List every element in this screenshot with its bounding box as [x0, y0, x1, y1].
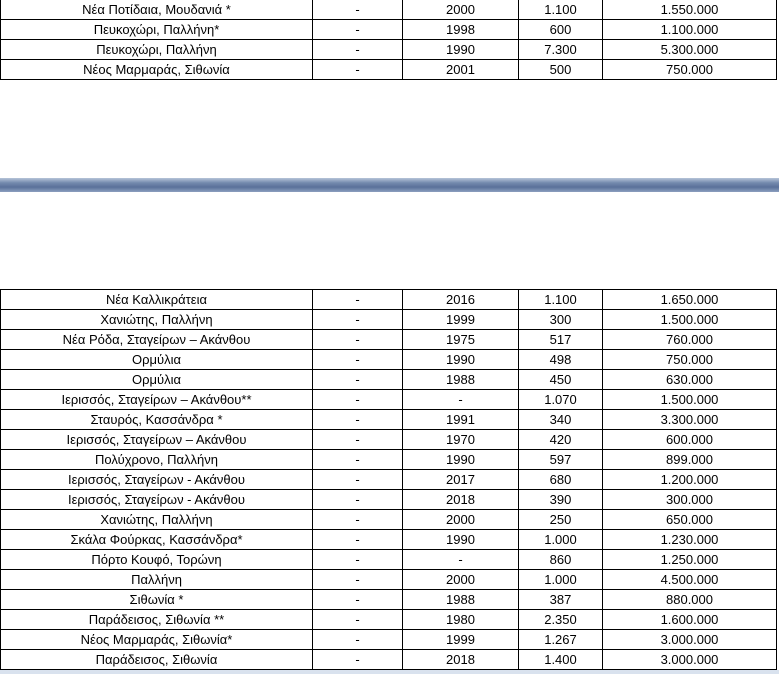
area-cell: 1.000	[519, 530, 603, 550]
dash-cell: -	[313, 390, 403, 410]
area-cell: 387	[519, 590, 603, 610]
year-cell: 2016	[403, 290, 519, 310]
year-cell: 1999	[403, 310, 519, 330]
table-row	[1, 570, 777, 590]
price-cell: 3.300.000	[603, 410, 777, 430]
table-row	[1, 330, 777, 350]
location-cell: Παράδεισος, Σιθωνία	[1, 650, 313, 670]
table-row	[1, 410, 777, 430]
dash-cell: -	[313, 350, 403, 370]
table-row	[1, 390, 777, 410]
listings-table-bottom	[0, 289, 777, 670]
table-row	[1, 470, 777, 490]
year-cell: 1998	[403, 20, 519, 40]
table-row	[1, 350, 777, 370]
price-cell: 3.000.000	[603, 650, 777, 670]
table-row	[1, 550, 777, 570]
dash-cell: -	[313, 370, 403, 390]
area-cell: 1.400	[519, 650, 603, 670]
year-cell: 2018	[403, 490, 519, 510]
dash-cell: -	[313, 470, 403, 490]
location-cell: Παράδεισος, Σιθωνία **	[1, 610, 313, 630]
table-row	[1, 630, 777, 650]
dash-cell: -	[313, 530, 403, 550]
table-row	[1, 20, 777, 40]
table-row	[1, 0, 777, 20]
price-cell: 1.500.000	[603, 310, 777, 330]
location-cell: Ορμύλια	[1, 350, 313, 370]
year-cell: 2000	[403, 570, 519, 590]
year-cell: 1999	[403, 630, 519, 650]
dash-cell: -	[313, 290, 403, 310]
location-cell: Νέα Ποτίδαια, Μουδανιά *	[1, 0, 313, 20]
area-cell: 2.350	[519, 610, 603, 630]
area-cell: 390	[519, 490, 603, 510]
location-cell: Ιερισσός, Σταγείρων – Ακάνθου**	[1, 390, 313, 410]
price-cell: 4.500.000	[603, 570, 777, 590]
location-cell: Πόρτο Κουφό, Τορώνη	[1, 550, 313, 570]
table-top-body	[1, 0, 777, 80]
table-bottom-body	[1, 290, 777, 670]
price-cell: 1.500.000	[603, 390, 777, 410]
year-cell: 2000	[403, 0, 519, 20]
year-cell: 1980	[403, 610, 519, 630]
price-cell: 5.300.000	[603, 40, 777, 60]
price-cell: 760.000	[603, 330, 777, 350]
year-cell: 2017	[403, 470, 519, 490]
dash-cell: -	[313, 430, 403, 450]
dash-cell: -	[313, 410, 403, 430]
price-cell: 899.000	[603, 450, 777, 470]
year-cell: 1991	[403, 410, 519, 430]
area-cell: 7.300	[519, 40, 603, 60]
year-cell: 1988	[403, 590, 519, 610]
table-row	[1, 490, 777, 510]
location-cell: Πευκοχώρι, Παλλήνη*	[1, 20, 313, 40]
price-cell: 880.000	[603, 590, 777, 610]
table-row	[1, 450, 777, 470]
location-cell: Ιερισσός, Σταγείρων - Ακάνθου	[1, 470, 313, 490]
area-cell: 1.100	[519, 290, 603, 310]
area-cell: 498	[519, 350, 603, 370]
location-cell: Σκάλα Φούρκας, Κασσάνδρα*	[1, 530, 313, 550]
table-row	[1, 290, 777, 310]
location-cell: Πολύχρονο, Παλλήνη	[1, 450, 313, 470]
price-cell: 1.200.000	[603, 470, 777, 490]
area-cell: 600	[519, 20, 603, 40]
area-cell: 1.070	[519, 390, 603, 410]
area-cell: 680	[519, 470, 603, 490]
location-cell: Νέος Μαρμαράς, Σιθωνία	[1, 60, 313, 80]
area-cell: 1.000	[519, 570, 603, 590]
price-cell: 1.650.000	[603, 290, 777, 310]
table-row	[1, 650, 777, 670]
table-row	[1, 610, 777, 630]
area-cell: 250	[519, 510, 603, 530]
location-cell: Σταυρός, Κασσάνδρα *	[1, 410, 313, 430]
page-break-divider	[0, 178, 779, 192]
table-row	[1, 310, 777, 330]
dash-cell: -	[313, 450, 403, 470]
price-cell: 1.100.000	[603, 20, 777, 40]
price-cell: 1.250.000	[603, 550, 777, 570]
area-cell: 340	[519, 410, 603, 430]
dash-cell: -	[313, 630, 403, 650]
dash-cell: -	[313, 40, 403, 60]
location-cell: Νέα Ρόδα, Σταγείρων – Ακάνθου	[1, 330, 313, 350]
price-cell: 1.550.000	[603, 0, 777, 20]
year-cell: 2018	[403, 650, 519, 670]
dash-cell: -	[313, 650, 403, 670]
location-cell: Νέος Μαρμαράς, Σιθωνία*	[1, 630, 313, 650]
dash-cell: -	[313, 550, 403, 570]
dash-cell: -	[313, 60, 403, 80]
year-cell: 1970	[403, 430, 519, 450]
year-cell: 1990	[403, 350, 519, 370]
table-row	[1, 510, 777, 530]
location-cell: Χανιώτης, Παλλήνη	[1, 310, 313, 330]
price-cell: 750.000	[603, 60, 777, 80]
dash-cell: -	[313, 590, 403, 610]
year-cell: 1990	[403, 530, 519, 550]
price-cell: 1.600.000	[603, 610, 777, 630]
table-row	[1, 40, 777, 60]
year-cell: 1975	[403, 330, 519, 350]
price-cell: 1.230.000	[603, 530, 777, 550]
price-cell: 630.000	[603, 370, 777, 390]
listings-table-top	[0, 0, 777, 80]
area-cell: 300	[519, 310, 603, 330]
location-cell: Σιθωνία *	[1, 590, 313, 610]
price-cell: 300.000	[603, 490, 777, 510]
price-cell: 3.000.000	[603, 630, 777, 650]
dash-cell: -	[313, 570, 403, 590]
location-cell: Ιερισσός, Σταγείρων – Ακάνθου	[1, 430, 313, 450]
table-row	[1, 590, 777, 610]
table-row	[1, 430, 777, 450]
dash-cell: -	[313, 0, 403, 20]
table-row	[1, 60, 777, 80]
location-cell: Ορμύλια	[1, 370, 313, 390]
dash-cell: -	[313, 510, 403, 530]
year-cell: -	[403, 390, 519, 410]
area-cell: 1.100	[519, 0, 603, 20]
area-cell: 517	[519, 330, 603, 350]
area-cell: 420	[519, 430, 603, 450]
price-cell: 750.000	[603, 350, 777, 370]
table-row	[1, 530, 777, 550]
page-bottom-strip	[0, 670, 779, 674]
dash-cell: -	[313, 330, 403, 350]
dash-cell: -	[313, 20, 403, 40]
area-cell: 1.267	[519, 630, 603, 650]
area-cell: 450	[519, 370, 603, 390]
price-cell: 600.000	[603, 430, 777, 450]
year-cell: 1990	[403, 40, 519, 60]
year-cell: 1988	[403, 370, 519, 390]
location-cell: Παλλήνη	[1, 570, 313, 590]
price-cell: 650.000	[603, 510, 777, 530]
location-cell: Χανιώτης, Παλλήνη	[1, 510, 313, 530]
dash-cell: -	[313, 610, 403, 630]
area-cell: 597	[519, 450, 603, 470]
dash-cell: -	[313, 310, 403, 330]
year-cell: -	[403, 550, 519, 570]
year-cell: 2000	[403, 510, 519, 530]
location-cell: Ιερισσός, Σταγείρων - Ακάνθου	[1, 490, 313, 510]
area-cell: 860	[519, 550, 603, 570]
location-cell: Νέα Καλλικράτεια	[1, 290, 313, 310]
year-cell: 2001	[403, 60, 519, 80]
year-cell: 1990	[403, 450, 519, 470]
dash-cell: -	[313, 490, 403, 510]
table-row	[1, 370, 777, 390]
location-cell: Πευκοχώρι, Παλλήνη	[1, 40, 313, 60]
area-cell: 500	[519, 60, 603, 80]
